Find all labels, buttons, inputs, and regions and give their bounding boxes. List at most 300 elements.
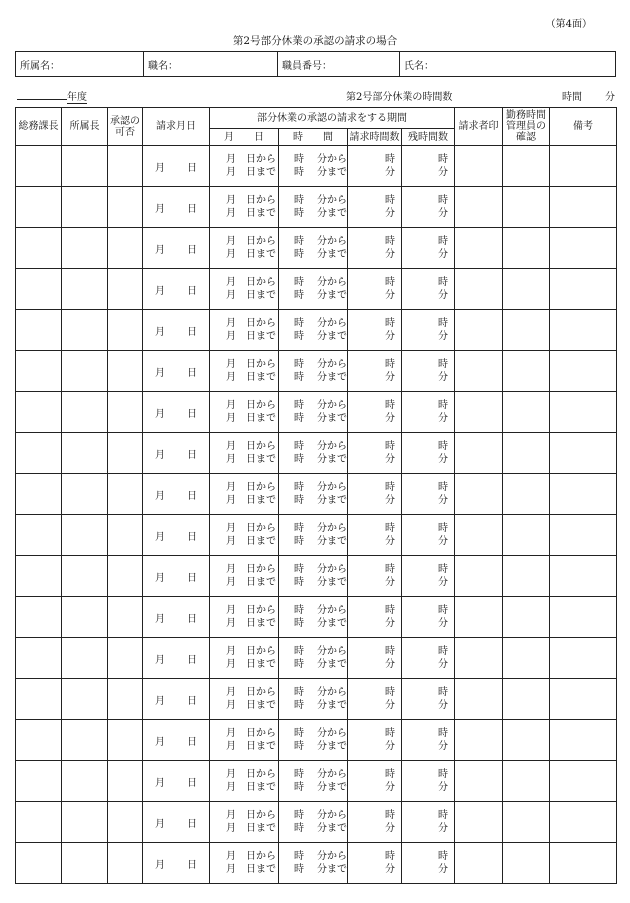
hours-unit: 時: [385, 277, 395, 288]
month-label: 月: [226, 167, 236, 178]
hours-unit: 時: [438, 318, 448, 329]
minutes-unit: 分: [385, 700, 395, 711]
general-manager-cell[interactable]: [16, 556, 62, 597]
day-from-label: 日から: [246, 236, 276, 247]
requester-seal-cell[interactable]: [455, 392, 503, 433]
minutes-unit: 分: [438, 577, 448, 588]
request-hours-cell[interactable]: [348, 761, 402, 802]
request-hours-cell[interactable]: [348, 146, 402, 187]
affiliation-field[interactable]: [16, 52, 144, 77]
minutes-unit: 分: [385, 413, 395, 424]
hours-unit: 時: [438, 646, 448, 657]
general-manager-cell[interactable]: [16, 720, 62, 761]
minute-to-label: 分まで: [317, 290, 347, 301]
period-date-cell[interactable]: [210, 597, 279, 638]
dept-head-cell[interactable]: [62, 761, 108, 802]
period-time-cell[interactable]: [279, 187, 348, 228]
period-date-cell[interactable]: [210, 433, 279, 474]
request-date-cell[interactable]: [143, 269, 210, 310]
request-date-cell[interactable]: [143, 433, 210, 474]
remarks-cell[interactable]: [550, 228, 617, 269]
hour-label: 時: [294, 782, 304, 793]
remarks-cell[interactable]: [550, 146, 617, 187]
general-manager-cell[interactable]: [16, 638, 62, 679]
period-time-cell[interactable]: [279, 228, 348, 269]
approval-cell[interactable]: [108, 802, 143, 843]
remaining-hours-cell[interactable]: [402, 720, 455, 761]
minutes-unit: 分: [438, 413, 448, 424]
remarks-cell[interactable]: [550, 761, 617, 802]
day-label: 日: [187, 326, 197, 338]
request-hours-cell[interactable]: [348, 351, 402, 392]
time-manager-check-cell[interactable]: [503, 146, 550, 187]
table-row: [16, 351, 617, 392]
month-label: 月: [226, 687, 236, 698]
remaining-hours-cell[interactable]: [402, 597, 455, 638]
remaining-hours-cell[interactable]: [402, 679, 455, 720]
period-date-cell[interactable]: [210, 269, 279, 310]
remaining-hours-cell[interactable]: [402, 187, 455, 228]
request-date-cell[interactable]: [143, 843, 210, 884]
dept-head-cell[interactable]: [62, 269, 108, 310]
header-remaining-hours: 残時間数: [402, 129, 455, 146]
employee-number-field[interactable]: [278, 52, 400, 77]
period-date-cell[interactable]: [210, 515, 279, 556]
day-from-label: 日から: [246, 482, 276, 493]
remarks-cell[interactable]: [550, 310, 617, 351]
minutes-unit: 分: [385, 864, 395, 875]
month-label: 月: [155, 859, 165, 871]
dept-head-cell[interactable]: [62, 515, 108, 556]
requester-seal-cell[interactable]: [455, 761, 503, 802]
remarks-cell[interactable]: [550, 351, 617, 392]
dept-head-cell[interactable]: [62, 843, 108, 884]
dept-head-cell[interactable]: [62, 638, 108, 679]
general-manager-cell[interactable]: [16, 474, 62, 515]
month-label: 月: [155, 572, 165, 584]
period-time-cell[interactable]: [279, 638, 348, 679]
general-manager-cell[interactable]: [16, 351, 62, 392]
time-manager-check-cell[interactable]: [503, 556, 550, 597]
request-date-cell[interactable]: [143, 720, 210, 761]
month-label: 月: [226, 454, 236, 465]
remaining-hours-cell[interactable]: [402, 228, 455, 269]
approval-cell[interactable]: [108, 269, 143, 310]
year-blank-field[interactable]: [17, 99, 67, 100]
month-label: 月: [155, 818, 165, 830]
period-date-cell[interactable]: [210, 720, 279, 761]
general-manager-cell[interactable]: [16, 269, 62, 310]
period-time-cell[interactable]: [279, 146, 348, 187]
dept-head-cell[interactable]: [62, 597, 108, 638]
dept-head-cell[interactable]: [62, 392, 108, 433]
time-manager-check-cell[interactable]: [503, 679, 550, 720]
period-date-cell[interactable]: [210, 474, 279, 515]
general-manager-cell[interactable]: [16, 515, 62, 556]
minutes-unit: 分: [438, 536, 448, 547]
remaining-hours-cell[interactable]: [402, 310, 455, 351]
hour-label: 時: [294, 864, 304, 875]
period-time-cell[interactable]: [279, 351, 348, 392]
month-label: 月: [226, 605, 236, 616]
request-hours-cell[interactable]: [348, 597, 402, 638]
period-date-cell[interactable]: [210, 187, 279, 228]
period-date-cell[interactable]: [210, 802, 279, 843]
remarks-cell[interactable]: [550, 638, 617, 679]
request-hours-cell[interactable]: [348, 228, 402, 269]
request-hours-cell[interactable]: [348, 269, 402, 310]
time-manager-check-cell[interactable]: [503, 802, 550, 843]
general-manager-cell[interactable]: [16, 146, 62, 187]
dept-head-cell[interactable]: [62, 351, 108, 392]
general-manager-cell[interactable]: [16, 433, 62, 474]
period-date-cell[interactable]: [210, 556, 279, 597]
minute-to-label: 分まで: [317, 823, 347, 834]
requester-seal-cell[interactable]: [455, 515, 503, 556]
hour-label: 時: [294, 249, 304, 260]
hour-label: 時: [294, 318, 304, 329]
request-date-cell[interactable]: [143, 761, 210, 802]
minutes-unit: 分: [385, 454, 395, 465]
period-time-cell[interactable]: [279, 802, 348, 843]
header-time-manager-check: 勤務時間管理員の確認: [503, 108, 550, 146]
request-date-cell[interactable]: [143, 556, 210, 597]
requester-seal-cell[interactable]: [455, 679, 503, 720]
page-number: （第4面）: [545, 19, 592, 30]
approval-cell[interactable]: [108, 474, 143, 515]
hour-label: 時: [294, 195, 304, 206]
approval-cell[interactable]: [108, 146, 143, 187]
approval-cell[interactable]: [108, 556, 143, 597]
approval-cell[interactable]: [108, 392, 143, 433]
time-manager-check-cell[interactable]: [503, 269, 550, 310]
day-to-label: 日まで: [246, 208, 276, 219]
time-manager-check-cell[interactable]: [503, 392, 550, 433]
dept-head-cell[interactable]: [62, 310, 108, 351]
time-manager-check-cell[interactable]: [503, 228, 550, 269]
dept-head-cell[interactable]: [62, 187, 108, 228]
period-time-cell[interactable]: [279, 761, 348, 802]
approval-cell[interactable]: [108, 187, 143, 228]
request-date-cell[interactable]: [143, 310, 210, 351]
requester-seal-cell[interactable]: [455, 351, 503, 392]
hours-unit: 時: [438, 236, 448, 247]
dept-head-cell[interactable]: [62, 146, 108, 187]
header-request-hours: 請求時間数: [348, 129, 402, 146]
time-manager-check-cell[interactable]: [503, 433, 550, 474]
approval-cell[interactable]: [108, 228, 143, 269]
period-date-cell[interactable]: [210, 146, 279, 187]
period-time-cell[interactable]: [279, 597, 348, 638]
time-manager-check-cell[interactable]: [503, 843, 550, 884]
month-label: 月: [226, 864, 236, 875]
minute-from-label: 分から: [317, 728, 347, 739]
remaining-hours-cell[interactable]: [402, 556, 455, 597]
request-date-cell[interactable]: [143, 679, 210, 720]
dept-head-cell[interactable]: [62, 474, 108, 515]
general-manager-cell[interactable]: [16, 187, 62, 228]
time-manager-check-cell[interactable]: [503, 638, 550, 679]
minutes-unit: 分: [438, 249, 448, 260]
minutes-unit: 分: [385, 331, 395, 342]
hours-unit: 時: [385, 154, 395, 165]
approval-cell[interactable]: [108, 638, 143, 679]
request-date-cell[interactable]: [143, 474, 210, 515]
general-manager-cell[interactable]: [16, 843, 62, 884]
month-label: 月: [226, 700, 236, 711]
header-period: 部分休業の承認の請求をする期間: [210, 108, 455, 129]
time-manager-check-cell[interactable]: [503, 187, 550, 228]
remaining-hours-cell[interactable]: [402, 269, 455, 310]
month-label: 月: [226, 290, 236, 301]
time-manager-check-cell[interactable]: [503, 351, 550, 392]
general-manager-cell[interactable]: [16, 597, 62, 638]
request-hours-cell[interactable]: [348, 843, 402, 884]
requester-seal-cell[interactable]: [455, 433, 503, 474]
requester-seal-cell[interactable]: [455, 638, 503, 679]
approval-cell[interactable]: [108, 761, 143, 802]
table-row: [16, 638, 617, 679]
month-label: 月: [226, 782, 236, 793]
hour-label: 時: [294, 741, 304, 752]
request-hours-cell[interactable]: [348, 515, 402, 556]
remarks-cell[interactable]: [550, 597, 617, 638]
request-date-cell[interactable]: [143, 146, 210, 187]
minute-from-label: 分から: [317, 810, 347, 821]
year-label: 年度: [67, 88, 87, 103]
period-time-cell[interactable]: [279, 843, 348, 884]
general-manager-cell[interactable]: [16, 228, 62, 269]
general-manager-cell[interactable]: [16, 392, 62, 433]
hour-label: 時: [294, 851, 304, 862]
request-date-cell[interactable]: [143, 597, 210, 638]
remaining-hours-cell[interactable]: [402, 351, 455, 392]
day-label: 日: [187, 654, 197, 666]
approval-cell[interactable]: [108, 515, 143, 556]
day-label: 日: [187, 777, 197, 789]
day-to-label: 日まで: [246, 782, 276, 793]
period-time-cell[interactable]: [279, 515, 348, 556]
month-label: 月: [226, 646, 236, 657]
period-time-cell[interactable]: [279, 474, 348, 515]
period-date-cell[interactable]: [210, 638, 279, 679]
requester-seal-cell[interactable]: [455, 228, 503, 269]
minute-to-label: 分まで: [317, 454, 347, 465]
remaining-hours-cell[interactable]: [402, 474, 455, 515]
day-to-label: 日まで: [246, 659, 276, 670]
remaining-hours-cell[interactable]: [402, 392, 455, 433]
remarks-cell[interactable]: [550, 720, 617, 761]
requester-seal-cell[interactable]: [455, 802, 503, 843]
hour-label: 時: [294, 646, 304, 657]
approval-cell[interactable]: [108, 597, 143, 638]
table-row: [16, 187, 617, 228]
approval-cell[interactable]: [108, 720, 143, 761]
remarks-cell[interactable]: [550, 269, 617, 310]
month-label: 月: [226, 236, 236, 247]
requester-seal-cell[interactable]: [455, 187, 503, 228]
request-hours-cell[interactable]: [348, 802, 402, 843]
request-hours-cell[interactable]: [348, 474, 402, 515]
requester-seal-cell[interactable]: [455, 556, 503, 597]
day-to-label: 日まで: [246, 700, 276, 711]
minutes-unit: 分: [438, 700, 448, 711]
remaining-hours-cell[interactable]: [402, 638, 455, 679]
period-time-cell[interactable]: [279, 310, 348, 351]
remarks-cell[interactable]: [550, 433, 617, 474]
remaining-hours-cell[interactable]: [402, 433, 455, 474]
time-manager-check-cell[interactable]: [503, 720, 550, 761]
hours-unit: 時: [438, 400, 448, 411]
remarks-cell[interactable]: [550, 474, 617, 515]
time-manager-check-cell[interactable]: [503, 761, 550, 802]
hour-label: 時: [294, 454, 304, 465]
approval-cell[interactable]: [108, 843, 143, 884]
request-date-cell[interactable]: [143, 228, 210, 269]
minutes-unit: 分: [438, 618, 448, 629]
hour-label: 時: [294, 823, 304, 834]
period-date-cell[interactable]: [210, 228, 279, 269]
request-date-cell[interactable]: [143, 515, 210, 556]
header-requester-seal: 請求者印: [455, 108, 503, 146]
dept-head-cell[interactable]: [62, 556, 108, 597]
day-to-label: 日まで: [246, 413, 276, 424]
general-manager-cell[interactable]: [16, 802, 62, 843]
dept-head-cell[interactable]: [62, 433, 108, 474]
requester-seal-cell[interactable]: [455, 146, 503, 187]
period-date-cell[interactable]: [210, 679, 279, 720]
request-hours-cell[interactable]: [348, 556, 402, 597]
month-label: 月: [226, 154, 236, 165]
approval-cell[interactable]: [108, 433, 143, 474]
remarks-cell[interactable]: [550, 392, 617, 433]
period-time-cell[interactable]: [279, 720, 348, 761]
hour-label: 時: [294, 728, 304, 739]
dept-head-cell[interactable]: [62, 679, 108, 720]
minutes-unit: 分: [385, 536, 395, 547]
minute-from-label: 分から: [317, 564, 347, 575]
request-hours-cell[interactable]: [348, 679, 402, 720]
remarks-cell[interactable]: [550, 187, 617, 228]
dept-head-cell[interactable]: [62, 802, 108, 843]
general-manager-cell[interactable]: [16, 761, 62, 802]
requester-seal-cell[interactable]: [455, 597, 503, 638]
requester-seal-cell[interactable]: [455, 474, 503, 515]
minutes-unit: 分: [438, 823, 448, 834]
remarks-cell[interactable]: [550, 843, 617, 884]
remaining-hours-cell[interactable]: [402, 146, 455, 187]
dept-head-cell[interactable]: [62, 228, 108, 269]
approval-cell[interactable]: [108, 310, 143, 351]
minutes-unit: 分: [385, 372, 395, 383]
time-manager-check-cell[interactable]: [503, 597, 550, 638]
hours-unit: 時: [438, 482, 448, 493]
hours-unit: 時: [385, 441, 395, 452]
time-manager-check-cell[interactable]: [503, 310, 550, 351]
requester-seal-cell[interactable]: [455, 720, 503, 761]
remarks-cell[interactable]: [550, 802, 617, 843]
minute-from-label: 分から: [317, 318, 347, 329]
requester-seal-cell[interactable]: [455, 310, 503, 351]
period-date-cell[interactable]: [210, 392, 279, 433]
minute-to-label: 分まで: [317, 864, 347, 875]
remaining-hours-cell[interactable]: [402, 761, 455, 802]
request-hours-cell[interactable]: [348, 638, 402, 679]
header-request-date: 請求月日: [143, 108, 210, 146]
period-time-cell[interactable]: [279, 679, 348, 720]
header-general-manager: 総務課長: [16, 108, 62, 146]
remarks-cell[interactable]: [550, 515, 617, 556]
request-hours-cell[interactable]: [348, 187, 402, 228]
minute-to-label: 分まで: [317, 659, 347, 670]
time-manager-check-cell[interactable]: [503, 474, 550, 515]
request-hours-cell[interactable]: [348, 720, 402, 761]
day-from-label: 日から: [246, 359, 276, 370]
request-date-cell[interactable]: [143, 802, 210, 843]
approval-cell[interactable]: [108, 679, 143, 720]
period-date-cell[interactable]: [210, 843, 279, 884]
period-time-cell[interactable]: [279, 433, 348, 474]
period-date-cell[interactable]: [210, 761, 279, 802]
remaining-hours-cell[interactable]: [402, 515, 455, 556]
general-manager-cell[interactable]: [16, 679, 62, 720]
period-time-cell[interactable]: [279, 392, 348, 433]
minutes-unit: 分: [385, 782, 395, 793]
position-field[interactable]: [144, 52, 278, 77]
request-hours-cell[interactable]: [348, 433, 402, 474]
request-date-cell[interactable]: [143, 638, 210, 679]
requester-seal-cell[interactable]: [455, 843, 503, 884]
day-from-label: 日から: [246, 728, 276, 739]
dept-head-cell[interactable]: [62, 720, 108, 761]
request-date-cell[interactable]: [143, 351, 210, 392]
period-date-cell[interactable]: [210, 351, 279, 392]
name-field[interactable]: [400, 52, 616, 77]
time-manager-check-cell[interactable]: [503, 515, 550, 556]
month-label: 月: [226, 523, 236, 534]
remaining-hours-cell[interactable]: [402, 843, 455, 884]
day-from-label: 日から: [246, 687, 276, 698]
hours-unit: 時: [385, 687, 395, 698]
remarks-cell[interactable]: [550, 556, 617, 597]
requester-seal-cell[interactable]: [455, 269, 503, 310]
hour-label: 時: [294, 331, 304, 342]
request-hours-cell[interactable]: [348, 310, 402, 351]
hour-label: 時: [294, 536, 304, 547]
month-label: 月: [226, 441, 236, 452]
hour-label: 時: [294, 413, 304, 424]
hours-unit: 時: [385, 646, 395, 657]
day-from-label: 日から: [246, 851, 276, 862]
request-date-cell[interactable]: [143, 187, 210, 228]
request-date-cell[interactable]: [143, 392, 210, 433]
period-time-cell[interactable]: [279, 269, 348, 310]
period-date-cell[interactable]: [210, 310, 279, 351]
table-row: [16, 761, 617, 802]
period-time-cell[interactable]: [279, 556, 348, 597]
day-label: 日: [187, 572, 197, 584]
day-label: 日: [187, 490, 197, 502]
remarks-cell[interactable]: [550, 679, 617, 720]
minutes-unit: 分: [385, 167, 395, 178]
hours-unit: 時: [438, 728, 448, 739]
remaining-hours-cell[interactable]: [402, 802, 455, 843]
approval-cell[interactable]: [108, 351, 143, 392]
request-hours-cell[interactable]: [348, 392, 402, 433]
minutes-unit: 分: [438, 495, 448, 506]
day-from-label: 日から: [246, 195, 276, 206]
general-manager-cell[interactable]: [16, 310, 62, 351]
